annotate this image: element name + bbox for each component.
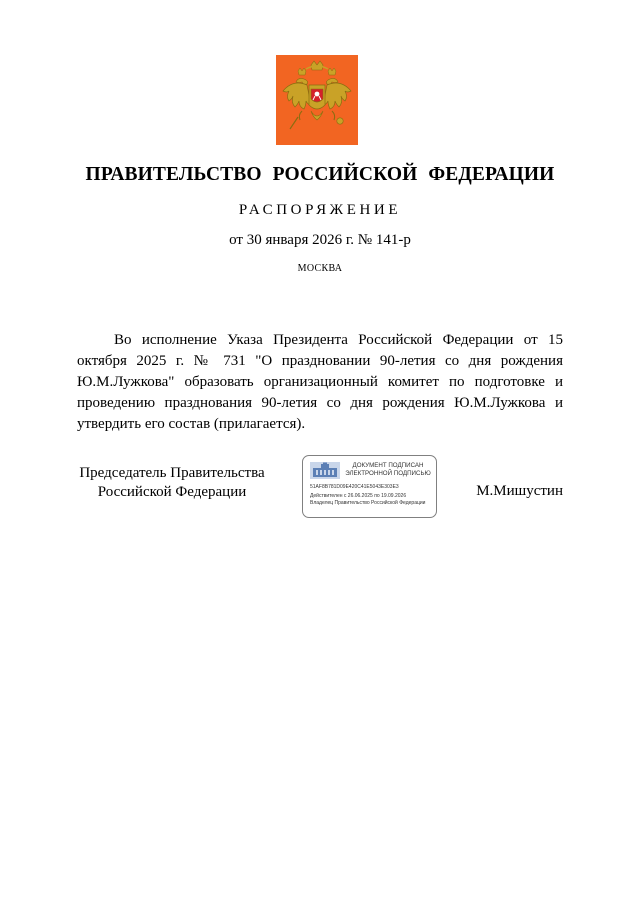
esig-heading-line2: ЭЛЕКТРОННОЙ ПОДПИСЬЮ <box>345 470 431 477</box>
order-paragraph: Во исполнение Указа Президента Российской Федерации от 15 октября 2025 г. № 731 "О праздновании 90-летия со дня рождения Ю.М.Лужкова" образовать организационный комитет по подготовке и проведению празднования 90-летия со дня рождения Ю.М.Лужкова и утвердить его состав (прилагается). <box>77 332 563 432</box>
electronic-signature-stamp <box>302 455 437 518</box>
signer-position <box>62 464 282 502</box>
coat-of-arms-icon <box>276 55 358 145</box>
document-city: МОСКВА <box>297 263 343 274</box>
signer-position-line2: Российской Федерации <box>97 484 247 500</box>
esig-serial: 51AF8B781D09E420C41E5043E303E3 <box>310 484 399 490</box>
signer-position-line1: Председатель Правительства <box>79 465 265 481</box>
government-title: ПРАВИТЕЛЬСТВО РОССИЙСКОЙ ФЕДЕРАЦИИ <box>85 164 555 185</box>
government-building-icon <box>310 462 340 479</box>
signer-name: М.Мишустин <box>476 483 563 499</box>
document-date-number: от 30 января 2026 г. № 141-р <box>229 232 411 248</box>
document-type: РАСПОРЯЖЕНИЕ <box>238 202 402 218</box>
esig-validity: Действителен с 26.06.2025 по 19.09.2026 <box>310 493 407 499</box>
esig-heading-line1: ДОКУМЕНТ ПОДПИСАН <box>352 462 424 469</box>
esig-heading <box>341 462 435 478</box>
esig-owner: Владелец Правительство Российской Федерации <box>310 500 426 506</box>
